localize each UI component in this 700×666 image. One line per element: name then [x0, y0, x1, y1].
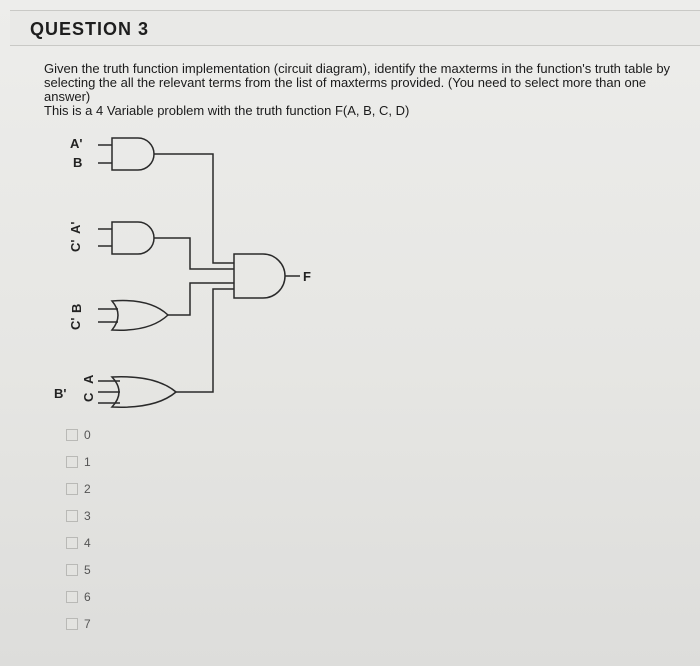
- choice-checkbox[interactable]: [66, 618, 78, 630]
- question-problem: This is a 4 Variable problem with the truth function F(A, B, C, D): [44, 103, 410, 118]
- choice-label: 1: [84, 454, 91, 469]
- choice-label: 4: [84, 535, 91, 550]
- and-gate-1: [98, 138, 234, 263]
- gate4-input-c-label: C: [81, 392, 96, 402]
- gate4-input-b-label: B': [54, 386, 67, 401]
- gate2-input-c-label: C': [68, 239, 83, 252]
- choice-checkbox[interactable]: [66, 564, 78, 576]
- choice-3[interactable]: [66, 508, 91, 523]
- choice-7[interactable]: [66, 616, 91, 631]
- choice-checkbox[interactable]: [66, 591, 78, 603]
- choice-1[interactable]: [66, 454, 91, 469]
- question-title: QUESTION 3: [30, 19, 150, 39]
- choice-6[interactable]: [66, 589, 91, 604]
- choice-label: 5: [84, 562, 91, 577]
- gate3-input-b-label: B: [69, 303, 84, 313]
- choice-label: 7: [84, 616, 91, 631]
- choice-label: 3: [84, 508, 91, 523]
- choice-checkbox[interactable]: [66, 456, 78, 468]
- choice-2[interactable]: [66, 481, 91, 496]
- or-gate-4: [98, 289, 234, 407]
- choice-label: 2: [84, 481, 91, 496]
- choice-checkbox[interactable]: [66, 537, 78, 549]
- choice-5[interactable]: [66, 562, 91, 577]
- choice-checkbox[interactable]: [66, 510, 78, 522]
- choice-checkbox[interactable]: [66, 483, 78, 495]
- gate3-input-c-label: C': [68, 317, 83, 330]
- gate2-input-a-label: A': [68, 221, 83, 234]
- output-f-label: F: [303, 269, 311, 284]
- question-instructions: Given the truth function implementation (circuit diagram), identify the maxterms in the function's truth table by selecting the all the relevant terms from the list of maxterms provided. (You need to select more than one answer): [44, 61, 671, 104]
- choice-checkbox[interactable]: [66, 429, 78, 441]
- and-gate-output: [234, 254, 300, 298]
- gate1-input-b-label: B: [73, 155, 83, 170]
- choice-0[interactable]: [66, 427, 91, 442]
- choice-label: 0: [84, 427, 91, 442]
- choice-label: 6: [84, 589, 91, 604]
- gate1-input-a-label: A': [70, 136, 83, 151]
- choice-4[interactable]: [66, 535, 91, 550]
- gate4-input-a-label: A: [81, 374, 96, 384]
